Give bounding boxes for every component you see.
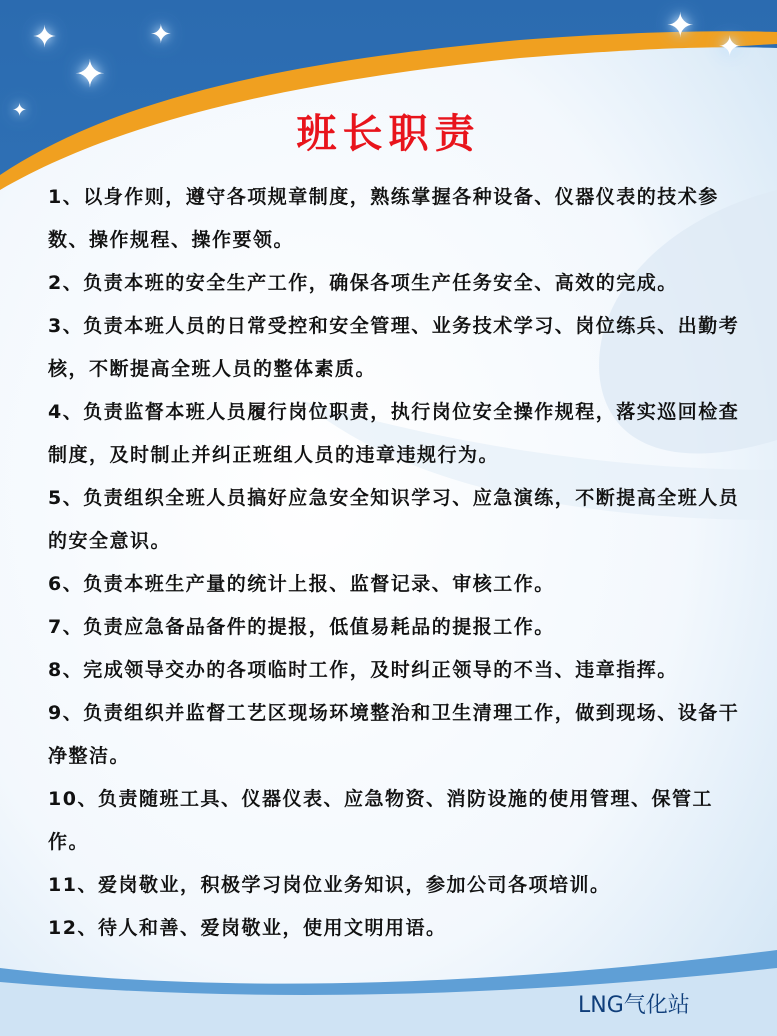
list-item: 9、负责组织并监督工艺区现场环境整治和卫生清理工作，做到现场、设备干净整洁。 [48, 702, 740, 767]
list-item: 1、以身作则，遵守各项规章制度，熟练掌握各种设备、仪器仪表的技术参数、操作规程、操作要领。 [48, 186, 719, 251]
footer-station-name: LNG气化站 [578, 993, 690, 1018]
list-item: 12、待人和善、爱岗敬业，使用文明用语。 [48, 917, 447, 939]
sparkle-star-icon: ✦ [150, 20, 172, 50]
sparkle-star-icon: ✦ [666, 6, 695, 46]
sparkle-star-icon: ✦ [12, 100, 28, 121]
list-item: 5、负责组织全班人员搞好应急安全知识学习、应急演练，不断提高全班人员的安全意识。 [48, 487, 740, 552]
duty-list [48, 176, 748, 950]
list-item: 10、负责随班工具、仪器仪表、应急物资、消防设施的使用管理、保管工作。 [48, 788, 713, 853]
list-item: 3、负责本班人员的日常受控和安全管理、业务技术学习、岗位练兵、出勤考核，不断提高全班人员的整体素质。 [48, 315, 740, 380]
list-item: 11、爱岗敬业，积极学习岗位业务知识，参加公司各项培训。 [48, 874, 611, 896]
list-item: 2、负责本班的安全生产工作，确保各项生产任务安全、高效的完成。 [48, 272, 678, 294]
sparkle-star-icon: ✦ [74, 52, 106, 96]
page-title: 班长职责 [296, 110, 481, 157]
list-item: 4、负责监督本班人员履行岗位职责，执行岗位安全操作规程，落实巡回检查制度，及时制止并纠正班组人员的违章违规行为。 [48, 401, 740, 466]
list-item: 6、负责本班生产量的统计上报、监督记录、审核工作。 [48, 573, 555, 595]
list-item: 7、负责应急备品备件的提报，低值易耗品的提报工作。 [48, 616, 555, 638]
list-item: 8、完成领导交办的各项临时工作，及时纠正领导的不当、违章指挥。 [48, 659, 678, 681]
sparkle-star-icon: ✦ [32, 20, 58, 55]
sparkle-star-icon: ✦ [718, 30, 742, 63]
